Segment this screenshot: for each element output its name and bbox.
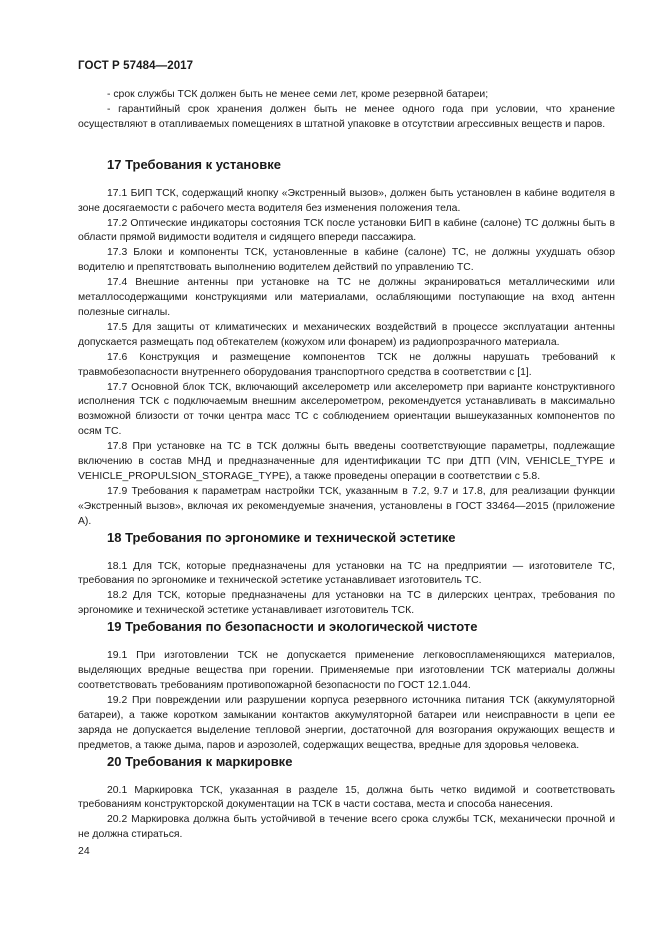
clause-paragraph: 19.2 При повреждении или разрушении корпуса резервного источника питания ТСК (аккумуляторной батареи), а также коротком замыкании контактов аккумуляторной батареи или неисправности в цепи ее заряда не допускается выделение тепловой энергии, достаточной для возгорания окружающих веществ и предметов, а также дыма, паров и аэрозолей, содержащих вещества, вредные для здоровья человека. bbox=[78, 694, 615, 751]
section-17 bbox=[78, 157, 615, 530]
clause-paragraph: 17.1 БИП ТСК, содержащий кнопку «Экстренный вызов», должен быть установлен в кабине водителя в зоне досягаемости с рабочего места водителя без изменения положения тела. bbox=[78, 187, 615, 214]
intro-paragraph: - гарантийный срок хранения должен быть не менее одного года при условии, что хранение осуществляют в отапливаемых помещениях в штатной упаковке в отсутствии агрессивных веществ и паров. bbox=[78, 103, 615, 130]
clause-paragraph: 20.2 Маркировка должна быть устойчивой в течение всего срока службы ТСК, механически прочной и не должна стираться. bbox=[78, 814, 615, 841]
section-19 bbox=[78, 619, 615, 753]
clause-paragraph: 17.9 Требования к параметрам настройки ТСК, указанным в 7.2, 9.7 и 17.8, для реализации функции «Экстренный вызов», включая их рекомендуемые значения, установлены в ГОСТ 33464—2015 (приложение А). bbox=[78, 485, 615, 527]
section-18 bbox=[78, 530, 615, 620]
clause-paragraph: 17.3 Блоки и компоненты ТСК, установленные в кабине (салоне) ТС, не должны ухудшать обзор водителю и препятствовать выполнению водителем действий по управлению ТС. bbox=[78, 247, 615, 274]
clause-paragraph: 18.2 Для ТСК, которые предназначены для установки на ТС в дилерских центрах, требования по эргономике и технической эстетике устанавливает изготовитель ТСК. bbox=[78, 590, 615, 617]
clause-paragraph: 17.6 Конструкция и размещение компонентов ТСК не должны нарушать требований к травмобезопасности внутреннего оборудования транспортного средства в соответствии с [1]. bbox=[78, 351, 615, 378]
section-20 bbox=[78, 754, 615, 844]
page-number: 24 bbox=[78, 845, 90, 857]
clause-paragraph: 18.1 Для ТСК, которые предназначены для установки на ТС на предприятии — изготовителе ТС, требования по эргономике и технической эстетике устанавливает изготовитель ТС. bbox=[78, 560, 615, 587]
page-content bbox=[78, 88, 615, 843]
clause-paragraph: 17.8 При установке на ТС в ТСК должны быть введены соответствующие параметры, подлежащие включению в состав МНД и предназначенные для идентификации ТС при ДТП (VIN, VEHICLE_TYPE и VEHICLE_PROPULSION_STORAGE_TYPE), а также проведены операции в соответствии с 5.8. bbox=[78, 441, 615, 482]
clause-paragraph: 17.5 Для защиты от климатических и механических воздействий в процессе эксплуатации антенны допускается размещать под обтекателем (кожухом или фонарем) из радиопрозрачного материала. bbox=[78, 321, 615, 348]
clause-paragraph: 19.1 При изготовлении ТСК не допускается применение легковоспламеняющихся материалов, выделяющих вредные вещества при горении. Применяемые при изготовлении ТСК материалы должны соответствовать требованиям противопожарной безопасности по ГОСТ 12.1.044. bbox=[78, 650, 615, 691]
standard-header: ГОСТ Р 57484—2017 bbox=[78, 60, 194, 72]
clause-paragraph: 17.7 Основной блок ТСК, включающий акселерометр или акселерометр при варианте конструктивного исполнения ТСК с подключаемым внешним акселерометром, рекомендуется устанавливать в максимально возможной близости от точки центра масс ТС с соблюдением ориентации вышеуказанных компонентов по осям ТС. bbox=[78, 381, 615, 438]
section-heading: 18 Требования по эргономике и технической эстетике bbox=[107, 529, 456, 545]
section-heading: 17 Требования к установке bbox=[107, 156, 281, 172]
clause-paragraph: 17.4 Внешние антенны при установке на ТС не должны экранироваться металлическими или металлосодержащими конструкциями или материалами, ослабляющими поступающие на вход антенн полезные сигналы. bbox=[78, 277, 615, 318]
clause-paragraph: 17.2 Оптические индикаторы состояния ТСК после установки БИП в кабине (салоне) ТС должны быть в области прямой видимости водителя и сидящего впереди пассажира. bbox=[78, 217, 615, 244]
section-heading: 20 Требования к маркировке bbox=[107, 753, 293, 769]
clause-paragraph: 20.1 Маркировка ТСК, указанная в разделе 15, должна быть четко видимой и соответствовать требованиям конструкторской документации на ТСК в части состава, места и способа нанесения. bbox=[78, 784, 615, 811]
intro-paragraph: - срок службы ТСК должен быть не менее семи лет, кроме резервной батареи; bbox=[107, 89, 489, 100]
section-heading: 19 Требования по безопасности и экологической чистоте bbox=[107, 619, 478, 635]
